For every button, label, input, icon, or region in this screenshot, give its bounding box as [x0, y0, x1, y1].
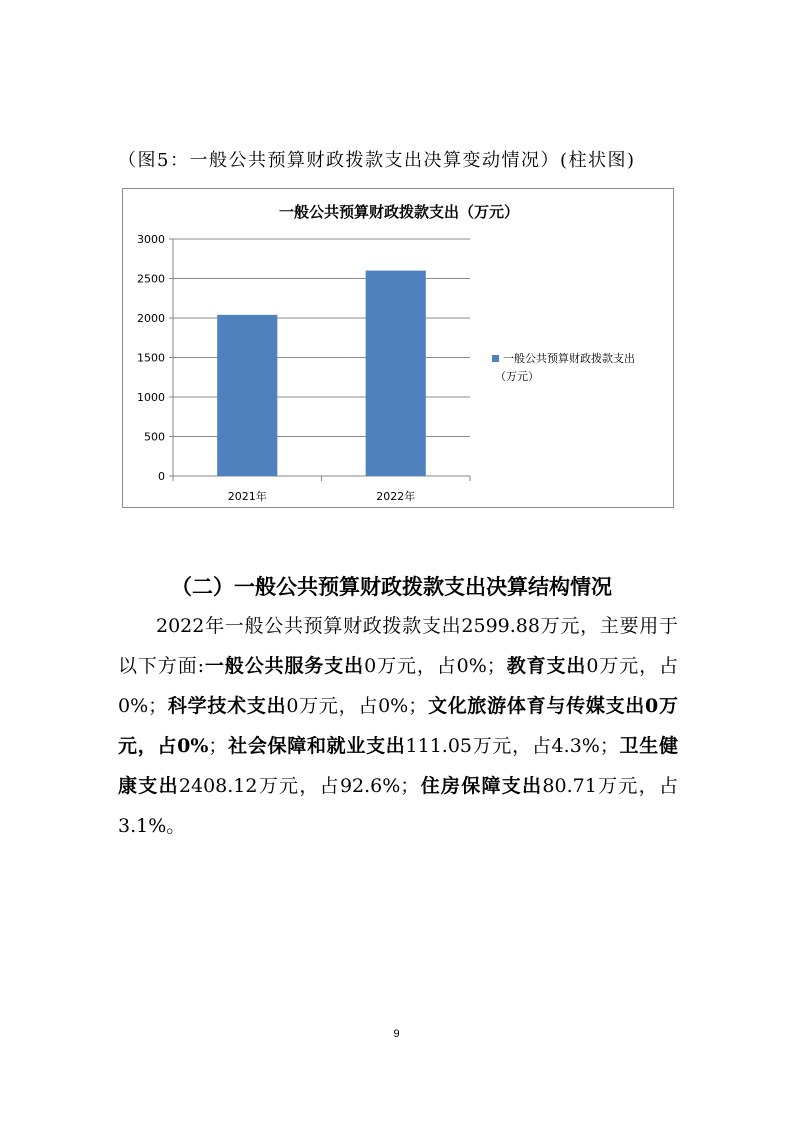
y-tick-label-3: 1500 — [137, 351, 165, 365]
legend-label-line-2: （万元） — [495, 370, 539, 383]
bar-0 — [217, 315, 277, 476]
legend-label-line-1: 一般公共预算财政拨款支出 — [503, 352, 635, 365]
value-social-security: 111.05万元，占4.3%； — [405, 735, 619, 757]
y-tick-label-5: 2500 — [137, 272, 165, 286]
value-health: 2408.12万元，占92.6%； — [178, 775, 420, 797]
y-tick-label-6: 3000 — [137, 233, 165, 246]
value-education: 0万元，占0%； — [118, 655, 678, 717]
value-science-tech: 0万元，占0%； — [286, 695, 428, 717]
item-general-public-service: 一般公共服务支出 — [204, 655, 365, 677]
value-general-public-service: 0万元，占0%； — [364, 655, 506, 677]
value-housing: 80.71万元，占3.1%。 — [118, 775, 678, 837]
y-tick-label-0: 0 — [158, 470, 165, 483]
bar-1 — [366, 271, 426, 476]
x-tick-label-0: 2021年 — [227, 490, 267, 503]
item-science-tech: 科学技术支出 — [167, 695, 287, 717]
item-education: 教育支出 — [505, 655, 587, 677]
item-social-security: 社会保障和就业支出 — [227, 735, 406, 757]
body-paragraph — [118, 606, 678, 846]
item-health: 卫生健康支出 — [118, 735, 678, 797]
x-tick-label-1: 2022年 — [376, 490, 416, 503]
y-axis-ticks — [137, 233, 173, 483]
text-intro: 2022年一般公共预算财政拨款支出2599.88万元，主要用于以下方面: — [118, 615, 678, 677]
item-housing: 住房保障支出 — [419, 775, 543, 797]
section-heading: （二）一般公共预算财政拨款支出决算结构情况 — [171, 574, 612, 599]
bars — [217, 271, 426, 476]
chart-svg — [123, 189, 675, 509]
chart-title: 一般公共预算财政拨款支出（万元） — [278, 203, 520, 221]
x-axis-ticks — [173, 476, 470, 503]
y-tick-label-1: 500 — [144, 430, 165, 444]
legend — [492, 351, 635, 383]
y-tick-label-2: 1000 — [137, 391, 165, 404]
figure-caption: （图5：一般公共预算财政拨款支出决算变动情况）(柱状图) — [118, 150, 636, 171]
legend-swatch — [492, 355, 499, 362]
page-number: 9 — [393, 1028, 400, 1040]
separator: ； — [208, 735, 228, 757]
item-culture-tourism: 文化旅游体育与传媒支出0万元，占0% — [118, 695, 678, 757]
y-tick-label-4: 2000 — [137, 312, 165, 325]
bar-chart — [122, 188, 674, 508]
